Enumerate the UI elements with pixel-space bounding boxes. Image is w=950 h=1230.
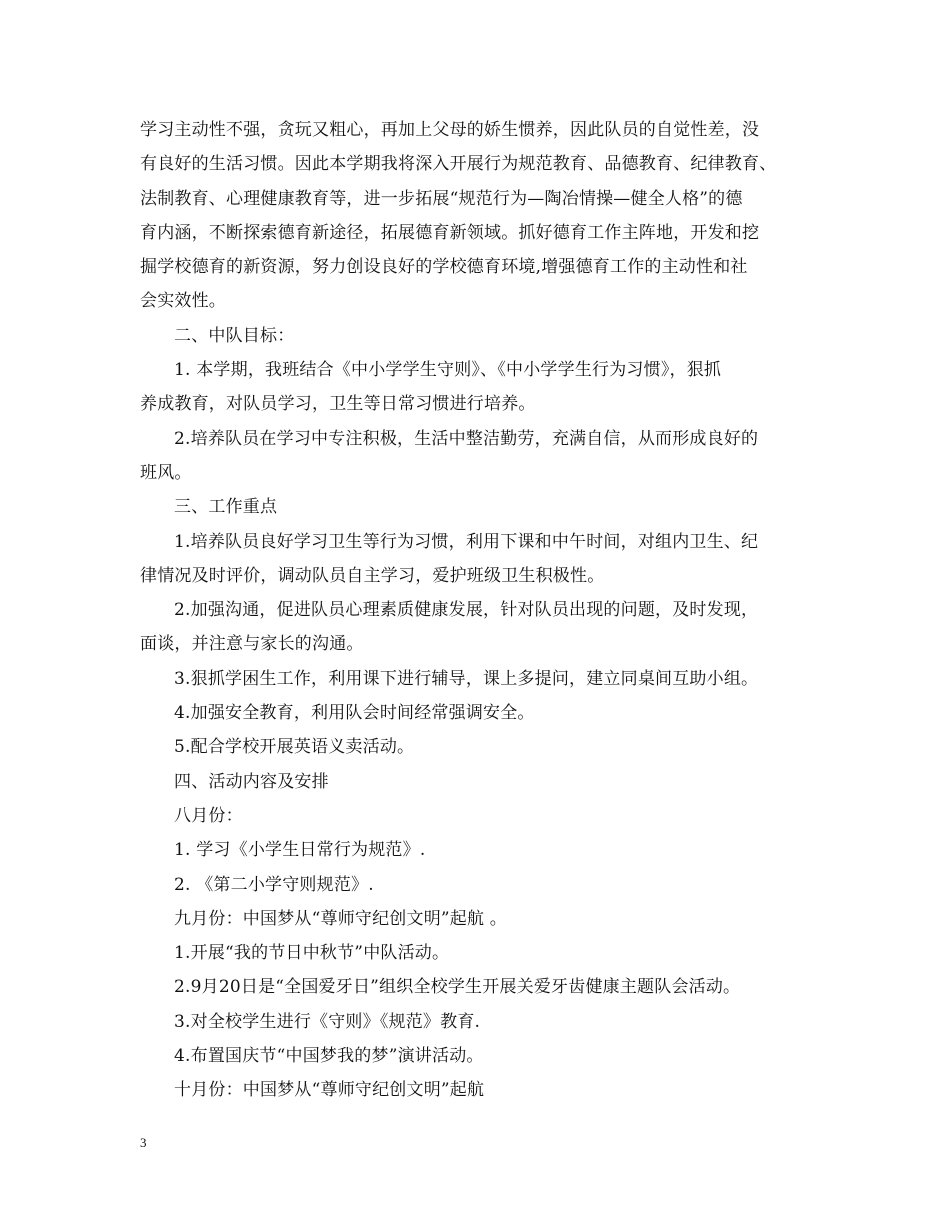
paragraph-line: 5.配合学校开展英语义卖活动。 — [174, 737, 415, 758]
month-heading: 八月份： — [174, 805, 243, 826]
paragraph-line: 3.狠抓学困生工作，利用课下进行辅导，课上多提问，建立同桌间互助小组。 — [174, 668, 759, 689]
section-heading: 三、工作重点 — [174, 497, 278, 518]
month-heading: 十月份：中国梦从“尊师守纪创文明”起航 — [174, 1080, 485, 1101]
paragraph-line: 班风。 — [140, 462, 192, 483]
paragraph-line: 面谈，并注意与家长的沟通。 — [140, 634, 364, 655]
paragraph-line: 学习主动性不强，贪玩又粗心，再加上父母的娇生惯养，因此队员的自觉性差，没 — [140, 120, 760, 140]
paragraph-line: 2.加强沟通，促进队员心理素质健康发展，针对队员出现的问题，及时发现， — [174, 600, 759, 621]
paragraph-line: 2.培养队员在学习中专注积极，生活中整洁勤劳，充满自信，从而形成良好的 — [174, 428, 759, 449]
list-item: 4.布置国庆节“中国梦我的梦”演讲活动。 — [174, 1046, 484, 1067]
list-item: 2.9月20日是“全国爱牙日”组织全校学生开展关爱牙齿健康主题队会活动。 — [174, 977, 741, 998]
paragraph-line: 会实效性。 — [140, 291, 226, 312]
list-item: 2. 《第二小学守则规范》. — [174, 874, 374, 895]
paragraph-line: 掘学校德育的新资源，努力创设良好的学校德育环境,增强德育工作的主动性和社 — [140, 257, 748, 278]
month-heading: 九月份：中国梦从“尊师守纪创文明”起航 。 — [174, 908, 507, 929]
paragraph-line: 法制教育、心理健康教育等，进一步拓展“规范行为—陶冶情操—健全人格”的德 — [140, 188, 743, 209]
section-heading: 二、中队目标： — [174, 325, 295, 346]
paragraph-line: 有良好的生活习惯。因此本学期我将深入开展行为规范教育、品德教育、纪律教育、 — [140, 154, 777, 175]
list-item: 1.开展“我的节日中秋节”中队活动。 — [174, 943, 450, 964]
paragraph-line: 养成教育，对队员学习，卫生等日常习惯进行培养。 — [140, 394, 536, 415]
document-body — [140, 113, 812, 1108]
paragraph-line: 育内涵，不断探索德育新途径，拓展德育新领域。抓好德育工作主阵地，开发和挖 — [140, 222, 760, 243]
section-heading: 四、活动内容及安排 — [174, 771, 329, 792]
paragraph-line: 1. 本学期，我班结合《中小学学生守则》、《中小学学生行为习惯》，狠抓 — [174, 360, 722, 381]
list-item: 3.对全校学生进行《守则》《规范》教育. — [174, 1011, 481, 1032]
paragraph-line: 1.培养队员良好学习卫生等行为习惯，利用下课和中午时间，对组内卫生、纪 — [174, 531, 759, 552]
paragraph-line: 律情况及时评价，调动队员自主学习，爱护班级卫生积极性。 — [140, 565, 605, 586]
paragraph-line: 4.加强安全教育，利用队会时间经常强调安全。 — [174, 703, 535, 724]
list-item: 1. 学习《小学生日常行为规范》. — [174, 840, 426, 861]
page-number: 3 — [140, 1135, 147, 1150]
